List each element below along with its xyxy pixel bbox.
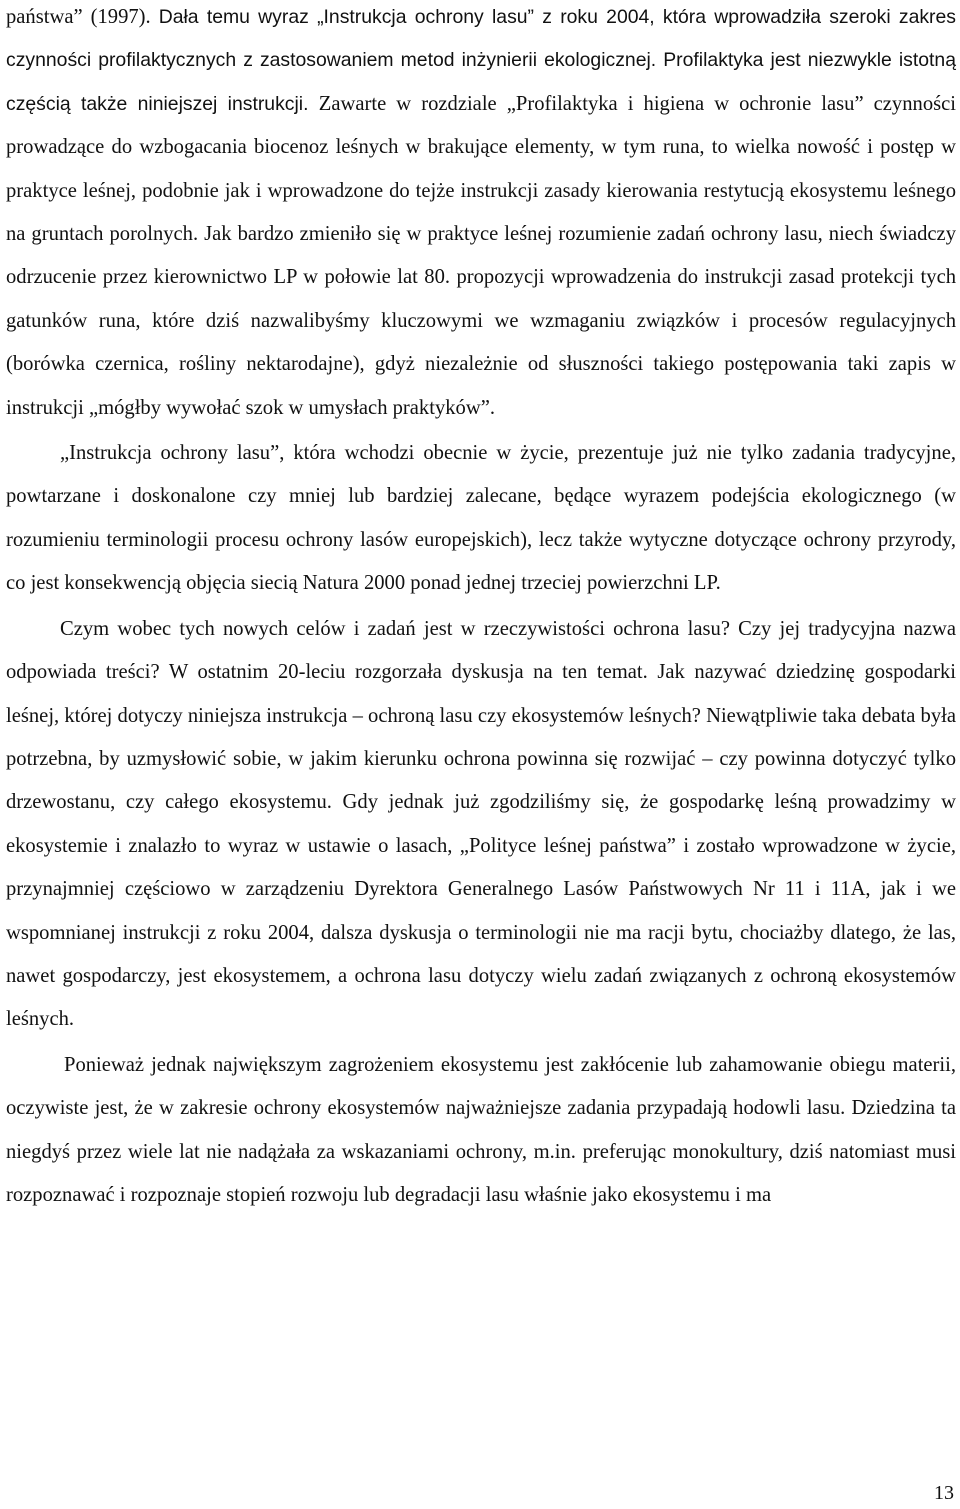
paragraph-1	[6, 0, 956, 430]
text-run: Ponieważ jednak największym zagrożeniem ekosystemu jest zakłócenie lub zahamowanie obiegu materii, oczywiste jest, że w zakresie ochrony ekosystemów najważniejsze zadania przypadają hodowli lasu. Dziedzina ta niegdyś przez wiele lat nie nadążała za wskazaniami ochrony, m.in. preferując monokultury, dziś natomiast musi rozpoznawać i rozpoznaje stopień rozwoju lub degradacji lasu właśnie jako ekosystemu i ma	[6, 1053, 956, 1206]
text-run: Jak bardzo zmieniło się w praktyce leśnej rozumienie zadań ochrony lasu, niech świadczy odrzucenie przez kierownictwo LP w połowie lat 80. propozycji wprowadzenia do instrukcji zasad protekcji tych gatunków runa, które dziś nazwalibyśmy kluczowymi we wzmaganiu związków i procesów regulacyjnych (borówka czernica, rośliny nektarodajne), gdyż niezależnie od słuszności takiego postępowania taki zapis w instrukcji „mógłby wywołać szok w umysłach praktyków”.	[6, 223, 956, 419]
text-run: Czym wobec tych nowych celów i zadań jest w rzeczywistości ochrona lasu? Czy jej tradycyjna nazwa odpowiada treści? W ostatnim 20-leciu rozgorzała dyskusja na ten temat. Jak nazywać dziedzinę gospodarki leśnej, której dotyczy niniejsza instrukcja – ochroną lasu czy ekosystemów leśnych? Niewątpliwie taka debata była potrzebna, by uzmysłowić sobie, w jakim kierunku ochrona powinna się rozwijać – czy powinna dotyczyć tylko drzewostanu, czy całego ekosystemu. Gdy jednak już zgodziliśmy się, że gospodarkę leśną prowadzimy w ekosystemie i znalazło to wyraz w ustawie o lasach, „Polityce leśnej państwa” i zostało wprowadzone w życie, przynajmniej częściowo w zarządzeniu Dyrektora Generalnego Lasów Państwowych Nr 11 i 11A, jak i we wspomnianej instrukcji z roku 2004, dalsza dyskusja o terminologii nie ma racji bytu, chociażby dlatego, że las, nawet gospodarczy, jest ekosystemem, a ochrona lasu dotyczy wielu zadań związanych z ochroną ekosystemów leśnych.	[6, 617, 956, 1031]
paragraph-3	[6, 608, 956, 1042]
text-run: Zawarte w rozdziale „Profilaktyka i higiena w ochronie lasu” czynności prowadzące do wzbogacania biocenoz leśnych w brakujące elementy, w tym runa, to wielka nowość i postęp w praktyce leśnej, podobnie jak i wprowadzone do tejże instrukcji zasady kierowania restytucją ekosystemu leśnego na gruntach porolnych.	[6, 92, 956, 246]
document-page	[6, 0, 956, 1217]
text-run: państwa” (1997).	[6, 6, 159, 28]
page-number: 13	[934, 1482, 954, 1504]
paragraph-2	[6, 432, 956, 606]
text-run: „Instrukcja ochrony lasu”, która wchodzi obecnie w życie, prezentuje już nie tylko zadania tradycyjne, powtarzane i doskonalone czy mniej lub bardziej zalecane, będące wyrazem podejścia ekologicznego (w rozumieniu terminologii procesu ochrony lasów europejskich), lecz także wytyczne dotyczące ochrony przyrody, co jest konsekwencją objęcia siecią Natura 2000 ponad jednej trzeciej powierzchni LP.	[6, 442, 956, 595]
text-run: Dała temu wyraz „Instrukcja ochrony lasu” z roku 2004, która wprowadziła szeroki zakres czynności profilaktycznych z zastosowaniem metod inżynierii ekologicznej. Profilaktyka jest niezwykle istotną częścią także niniejszej instrukcji.	[6, 6, 956, 115]
paragraph-4	[6, 1044, 956, 1218]
